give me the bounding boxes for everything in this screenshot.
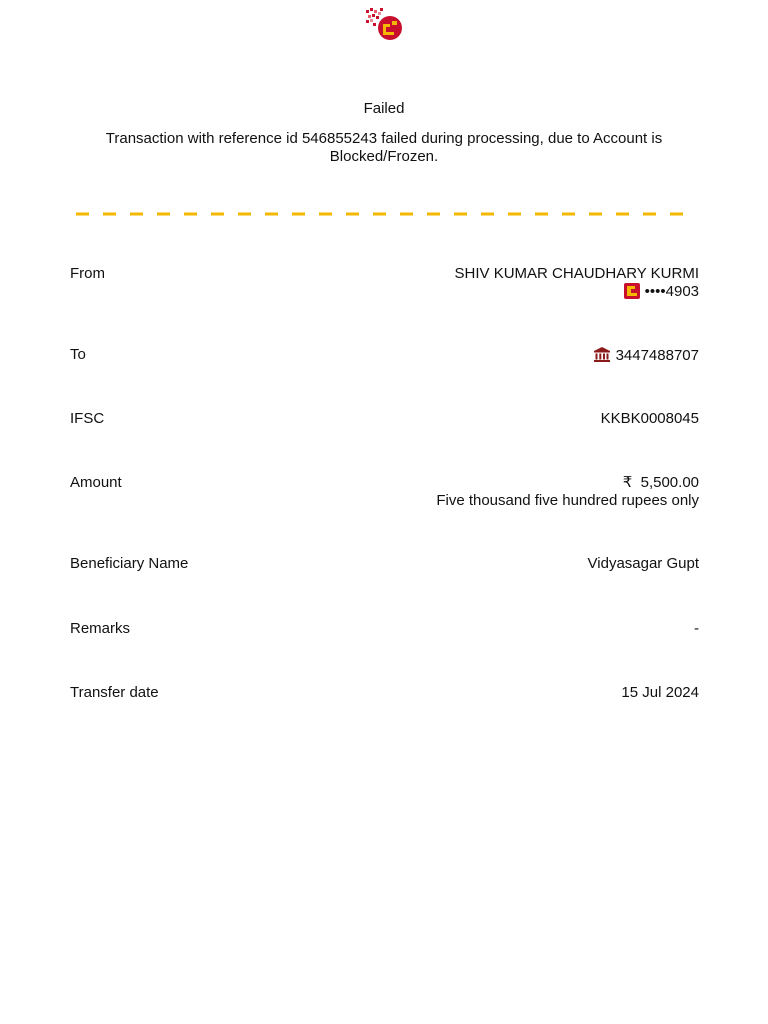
- transfer-date-label: Transfer date: [70, 684, 159, 701]
- beneficiary-label: Beneficiary Name: [70, 555, 189, 572]
- status-title: Failed: [363, 100, 405, 117]
- remarks-label: Remarks: [70, 620, 131, 637]
- to-label: To: [70, 346, 86, 363]
- status-message: Transaction with reference id 546855243 failed during processing, due to Account is Blocked/Frozen.: [105, 130, 663, 165]
- from-account-line: [455, 283, 699, 301]
- bank-building-icon: [593, 346, 611, 363]
- ifsc-label: IFSC: [70, 410, 105, 427]
- amount-value: [436, 474, 699, 510]
- amount-label: Amount: [70, 474, 122, 491]
- to-value: [593, 346, 699, 365]
- from-account-masked: ••••4903: [644, 283, 699, 300]
- transfer-date-value: 15 Jul 2024: [621, 684, 699, 701]
- amount-figure: [436, 474, 699, 492]
- rupee-symbol: ₹: [622, 474, 633, 491]
- from-value: [455, 265, 699, 301]
- ifsc-value: KKBK0008045: [600, 410, 699, 427]
- amount-number: 5,500.00: [640, 474, 699, 491]
- from-name: SHIV KUMAR CHAUDHARY KURMI: [454, 265, 699, 282]
- from-label: From: [70, 265, 105, 282]
- beneficiary-value: Vidyasagar Gupt: [587, 555, 699, 572]
- dashed-divider: [76, 210, 686, 218]
- bank-logo-small-icon: [624, 283, 640, 299]
- remarks-value: -: [694, 620, 699, 637]
- amount-in-words: Five thousand five hundred rupees only: [436, 492, 699, 509]
- to-account: 3447488707: [615, 347, 699, 364]
- bank-logo-icon: [364, 6, 404, 42]
